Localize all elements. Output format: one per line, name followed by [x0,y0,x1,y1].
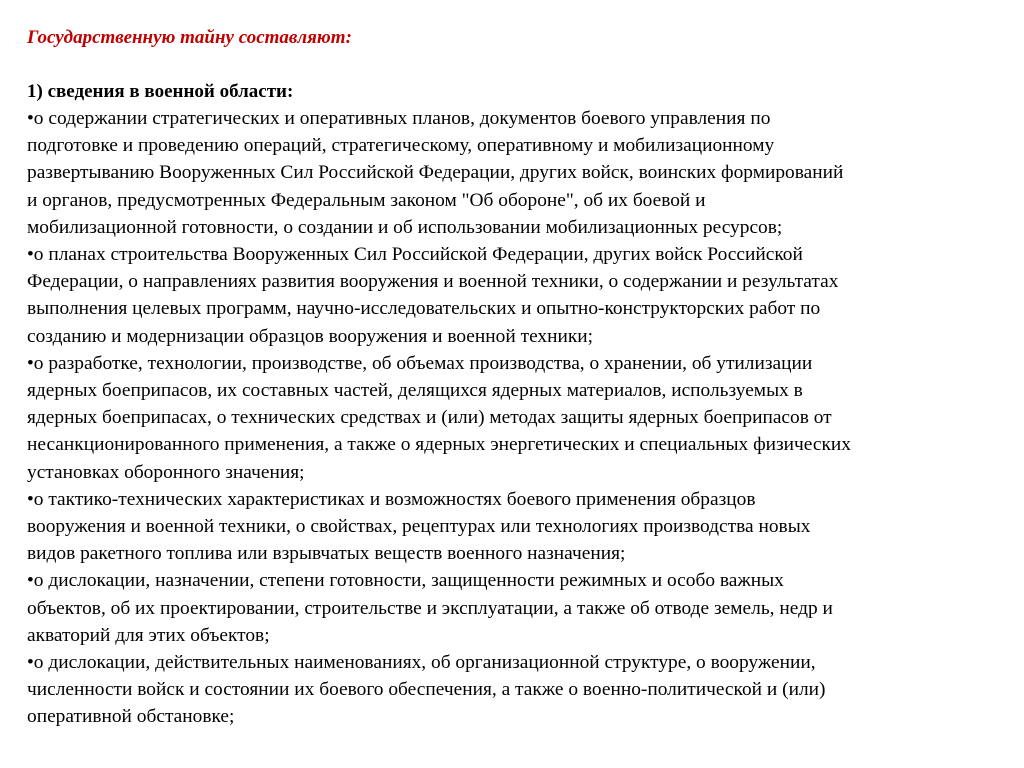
bullet-item-line: и органов, предусмотренных Федеральным законом "Об обороне", об их боевой и [27,189,706,211]
bullet-item-line: численности войск и состоянии их боевого обеспечения, а также о военно-политической и (или) [27,679,826,701]
bullet-item-line: Федерации, о направлениях развития вооружения и военной техники, о содержании и результатах [27,271,839,293]
bullet-item-line: видов ракетного топлива или взрывчатых веществ военного назначения; [27,543,626,565]
bullet-item-line: выполнения целевых программ, научно-исследовательских и опытно-конструкторских работ по [27,298,821,320]
bullet-item [27,567,998,649]
bullet-item-line: •о тактико-технических характеристиках и возможностях боевого применения образцов [27,488,756,510]
bullet-item-line: развертыванию Вооруженных Сил Российской Федерации, других войск, воинских формирований [27,162,844,184]
bullet-item [27,241,998,350]
bullet-item-line: •о разработке, технологии, производстве, об объемах производства, о хранении, об утилизации [27,352,813,374]
bullet-item [27,649,998,731]
bullet-item-line: установках оборонного значения; [27,461,305,483]
bullet-item-line: •о планах строительства Вооруженных Сил Российской Федерации, других войск Российской [27,244,803,266]
bullet-item-line: подготовке и проведению операций, стратегическому, оперативному и мобилизационному [27,135,775,157]
bullet-item-line: созданию и модернизации образцов вооружения и военной техники; [27,325,594,347]
bullet-list [27,105,998,731]
bullet-item-line: •о содержании стратегических и оперативных планов, документов боевого управления по [27,108,771,129]
slide-title: Государственную тайну составляют: [27,27,352,48]
bullet-item-line: ядерных боеприпасах, о технических средствах и (или) методах защиты ядерных боеприпасов от [27,407,832,429]
bullet-item-line: акваторий для этих объектов; [27,624,270,646]
bullet-item-line: оперативной обстановке; [27,706,235,728]
bullet-item-line: мобилизационной готовности, о создании и об использовании мобилизационных ресурсов; [27,216,783,238]
bullet-item-line: •о дислокации, действительных наименованиях, об организационной структуре, о вооружении, [27,652,816,674]
bullet-item-line: ядерных боеприпасов, их составных частей, делящихся ядерных материалов, используемых в [27,380,803,402]
section-heading: 1) сведения в военной области: [27,81,294,102]
bullet-item-line: вооружения и военной техники, о свойствах, рецептурах или технологиях производства новых [27,516,811,538]
bullet-item-line: •о дислокации, назначении, степени готовности, защищенности режимных и особо важных [27,570,784,592]
bullet-item-line: несанкционированного применения, а также о ядерных энергетических и специальных физических [27,434,851,456]
bullet-item-line: объектов, об их проектировании, строительстве и эксплуатации, а также об отводе земель, недр и [27,597,833,619]
spacer [27,51,998,78]
bullet-item [27,486,998,568]
bullet-item [27,350,998,486]
bullet-item [27,105,998,241]
